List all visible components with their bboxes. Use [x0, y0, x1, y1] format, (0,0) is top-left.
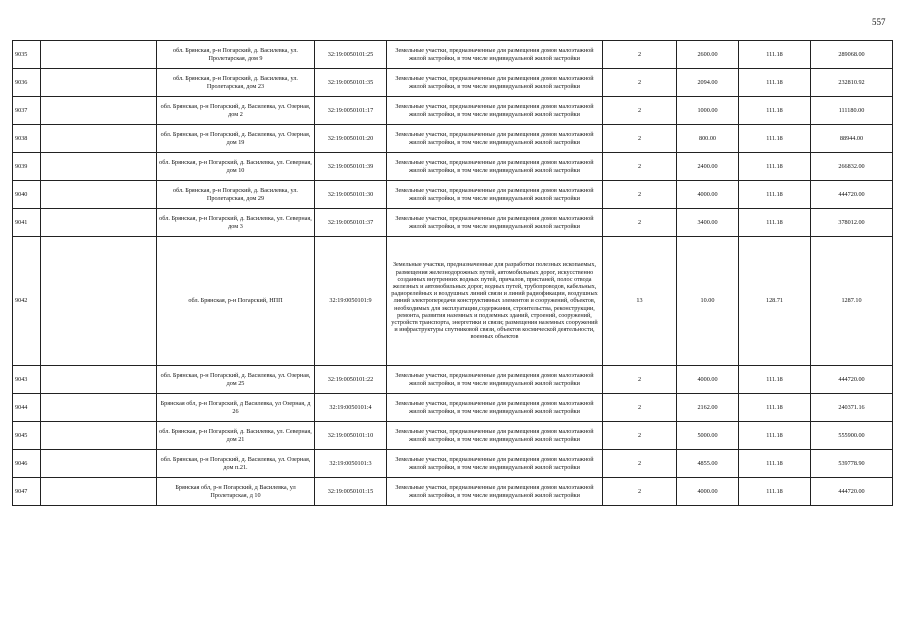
cadastral-number-cell: 32:19:0050101:22 — [315, 366, 387, 394]
use-group-cell: 2 — [603, 153, 677, 181]
area-cell: 2094.00 — [677, 69, 739, 97]
area-cell: 4855.00 — [677, 450, 739, 478]
table-row — [13, 450, 893, 478]
empty-cell — [41, 422, 157, 450]
area-cell: 800.00 — [677, 125, 739, 153]
land-use-cell: Земельные участки, предназначенные для разработки полезных ископаемых, размещения железнодорожных путей, автомобильных дорог, искусственно созданных внутренних водных путей, причалов, пристаней, полос отвода железных и автомобильных дорог, водных путей, трубопроводов, кабельных, радиорелейных и воздушных линий связи и линий радиофикации, воздушных линий электропередачи конструктивных элементов и сооружений, объектов, необходимых для эксплуатации,содержания, строительства, реконструкции, ремонта, развития наземных и подземных зданий, строений, сооружений, устройств транспорта, энергетики и связи; размещения наземных сооружений и инфраструктуры спутниковой связи, объектов космической деятельности, военных объектов — [387, 237, 603, 366]
use-group-cell: 2 — [603, 366, 677, 394]
use-group-cell: 2 — [603, 97, 677, 125]
address-cell: обл. Брянская, р-н Погарский, д. Василевка, ул. Пролетарская, дом 23 — [157, 69, 315, 97]
empty-cell — [41, 181, 157, 209]
address-cell: обл. Брянская, р-н Погарский, д. Василевка, ул. Пролетарская, дом 9 — [157, 41, 315, 69]
address-cell: обл. Брянская, р-н Погарский, д. Василевка, ул. Озерная, дом 25 — [157, 366, 315, 394]
empty-cell — [41, 366, 157, 394]
use-group-cell: 2 — [603, 125, 677, 153]
address-cell: обл. Брянская, р-н Погарский, д. Василевка, ул. Озерная, дом п.21. — [157, 450, 315, 478]
cadastral-number-cell: 32:19:0050101:10 — [315, 422, 387, 450]
row-number: 9043 — [13, 366, 41, 394]
cadastral-number-cell: 32:19:0050101:4 — [315, 394, 387, 422]
row-number: 9045 — [13, 422, 41, 450]
row-number: 9042 — [13, 237, 41, 366]
table-row — [13, 422, 893, 450]
cost-cell: 266832.00 — [811, 153, 893, 181]
cost-cell: 555900.00 — [811, 422, 893, 450]
cost-cell: 444720.00 — [811, 366, 893, 394]
empty-cell — [41, 237, 157, 366]
row-number: 9037 — [13, 97, 41, 125]
land-use-cell: Земельные участки, предназначенные для размещения домов малоэтажной жилой застройки, в том числе индивидуальной жилой застройки — [387, 366, 603, 394]
rate-cell: 111.18 — [739, 125, 811, 153]
table-row — [13, 366, 893, 394]
area-cell: 5000.00 — [677, 422, 739, 450]
empty-cell — [41, 97, 157, 125]
rate-cell: 111.18 — [739, 394, 811, 422]
address-cell: обл. Брянская, р-н Погарский, д. Василевка, ул. Северная, дом 3 — [157, 209, 315, 237]
table-row — [13, 209, 893, 237]
use-group-cell: 2 — [603, 209, 677, 237]
use-group-cell: 13 — [603, 237, 677, 366]
table-body — [13, 41, 893, 506]
row-number: 9046 — [13, 450, 41, 478]
page-number: 557 — [872, 17, 886, 27]
cost-cell: 444720.00 — [811, 478, 893, 506]
cadastral-number-cell: 32:19:0050101:3 — [315, 450, 387, 478]
land-use-cell: Земельные участки, предназначенные для размещения домов малоэтажной жилой застройки, в том числе индивидуальной жилой застройки — [387, 478, 603, 506]
rate-cell: 111.18 — [739, 366, 811, 394]
empty-cell — [41, 153, 157, 181]
rate-cell: 111.18 — [739, 69, 811, 97]
use-group-cell: 2 — [603, 422, 677, 450]
address-cell: обл. Брянская, р-н Погарский, д. Василевка, ул. Пролетарская, дом 29 — [157, 181, 315, 209]
area-cell: 2600.00 — [677, 41, 739, 69]
cadastral-number-cell: 32:19:0050101:17 — [315, 97, 387, 125]
land-use-cell: Земельные участки, предназначенные для размещения домов малоэтажной жилой застройки, в том числе индивидуальной жилой застройки — [387, 422, 603, 450]
land-use-cell: Земельные участки, предназначенные для размещения домов малоэтажной жилой застройки, в том числе индивидуальной жилой застройки — [387, 69, 603, 97]
area-cell: 4000.00 — [677, 478, 739, 506]
land-use-cell: Земельные участки, предназначенные для размещения домов малоэтажной жилой застройки, в том числе индивидуальной жилой застройки — [387, 450, 603, 478]
use-group-cell: 2 — [603, 478, 677, 506]
use-group-cell: 2 — [603, 450, 677, 478]
area-cell: 2400.00 — [677, 153, 739, 181]
row-number: 9039 — [13, 153, 41, 181]
table-row — [13, 97, 893, 125]
table-row — [13, 41, 893, 69]
rate-cell: 111.18 — [739, 209, 811, 237]
row-number: 9040 — [13, 181, 41, 209]
address-cell: обл. Брянская, р-н Погарский, д. Василевка, ул. Озерная, дом 2 — [157, 97, 315, 125]
address-cell: Брянская обл, р-н Погарский, д Василевка, ул Пролетарская, д 10 — [157, 478, 315, 506]
cadastral-number-cell: 32:19:0050101:15 — [315, 478, 387, 506]
land-use-cell: Земельные участки, предназначенные для размещения домов малоэтажной жилой застройки, в том числе индивидуальной жилой застройки — [387, 97, 603, 125]
rate-cell: 111.18 — [739, 97, 811, 125]
table-row — [13, 181, 893, 209]
rate-cell: 128.71 — [739, 237, 811, 366]
table-row — [13, 125, 893, 153]
row-number: 9047 — [13, 478, 41, 506]
cadastral-number-cell: 32:19:0050101:37 — [315, 209, 387, 237]
table-row — [13, 394, 893, 422]
cost-cell: 444720.00 — [811, 181, 893, 209]
area-cell: 4000.00 — [677, 181, 739, 209]
row-number: 9044 — [13, 394, 41, 422]
cadastral-number-cell: 32:19:0050101:20 — [315, 125, 387, 153]
cost-cell: 289068.00 — [811, 41, 893, 69]
cost-cell: 378012.00 — [811, 209, 893, 237]
empty-cell — [41, 41, 157, 69]
land-use-cell: Земельные участки, предназначенные для размещения домов малоэтажной жилой застройки, в том числе индивидуальной жилой застройки — [387, 209, 603, 237]
registry-table — [12, 40, 893, 506]
row-number: 9041 — [13, 209, 41, 237]
table-row — [13, 478, 893, 506]
empty-cell — [41, 69, 157, 97]
cost-cell: 240371.16 — [811, 394, 893, 422]
land-use-cell: Земельные участки, предназначенные для размещения домов малоэтажной жилой застройки, в том числе индивидуальной жилой застройки — [387, 41, 603, 69]
row-number: 9038 — [13, 125, 41, 153]
rate-cell: 111.18 — [739, 153, 811, 181]
use-group-cell: 2 — [603, 69, 677, 97]
cost-cell: 111180.00 — [811, 97, 893, 125]
area-cell: 3400.00 — [677, 209, 739, 237]
cadastral-number-cell: 32:19:0050101:35 — [315, 69, 387, 97]
cost-cell: 232810.92 — [811, 69, 893, 97]
use-group-cell: 2 — [603, 181, 677, 209]
empty-cell — [41, 478, 157, 506]
empty-cell — [41, 125, 157, 153]
rate-cell: 111.18 — [739, 41, 811, 69]
table-row — [13, 237, 893, 366]
empty-cell — [41, 394, 157, 422]
land-use-cell: Земельные участки, предназначенные для размещения домов малоэтажной жилой застройки, в том числе индивидуальной жилой застройки — [387, 125, 603, 153]
area-cell: 1000.00 — [677, 97, 739, 125]
area-cell: 2162.00 — [677, 394, 739, 422]
cadastral-number-cell: 32:19:0050101:30 — [315, 181, 387, 209]
use-group-cell: 2 — [603, 394, 677, 422]
address-cell: обл. Брянская, р-н Погарский, д. Василевка, ул. Северная, дом 10 — [157, 153, 315, 181]
cadastral-number-cell: 32:19:0050101:39 — [315, 153, 387, 181]
land-use-cell: Земельные участки, предназначенные для размещения домов малоэтажной жилой застройки, в том числе индивидуальной жилой застройки — [387, 181, 603, 209]
rate-cell: 111.18 — [739, 422, 811, 450]
cost-cell: 539778.90 — [811, 450, 893, 478]
row-number: 9036 — [13, 69, 41, 97]
land-use-cell: Земельные участки, предназначенные для размещения домов малоэтажной жилой застройки, в том числе индивидуальной жилой застройки — [387, 394, 603, 422]
land-use-cell: Земельные участки, предназначенные для размещения домов малоэтажной жилой застройки, в том числе индивидуальной жилой застройки — [387, 153, 603, 181]
use-group-cell: 2 — [603, 41, 677, 69]
rate-cell: 111.18 — [739, 478, 811, 506]
cost-cell: 88944.00 — [811, 125, 893, 153]
address-cell: обл. Брянская, р-н Погарский, д. Василевка, ул. Северная, дом 21 — [157, 422, 315, 450]
address-cell: обл. Брянская, р-н Погарский, НПП — [157, 237, 315, 366]
area-cell: 10.00 — [677, 237, 739, 366]
empty-cell — [41, 209, 157, 237]
address-cell: Брянская обл, р-н Погарский, д Василевка, ул Озерная, д 26 — [157, 394, 315, 422]
rate-cell: 111.18 — [739, 450, 811, 478]
empty-cell — [41, 450, 157, 478]
address-cell: обл. Брянская, р-н Погарский, д. Василевка, ул. Озерная, дом 19 — [157, 125, 315, 153]
rate-cell: 111.18 — [739, 181, 811, 209]
cadastral-number-cell: 32:19:0050101:25 — [315, 41, 387, 69]
table-row — [13, 153, 893, 181]
cadastral-number-cell: 32:19:0050101:9 — [315, 237, 387, 366]
table-row — [13, 69, 893, 97]
row-number: 9035 — [13, 41, 41, 69]
cost-cell: 1287.10 — [811, 237, 893, 366]
area-cell: 4000.00 — [677, 366, 739, 394]
